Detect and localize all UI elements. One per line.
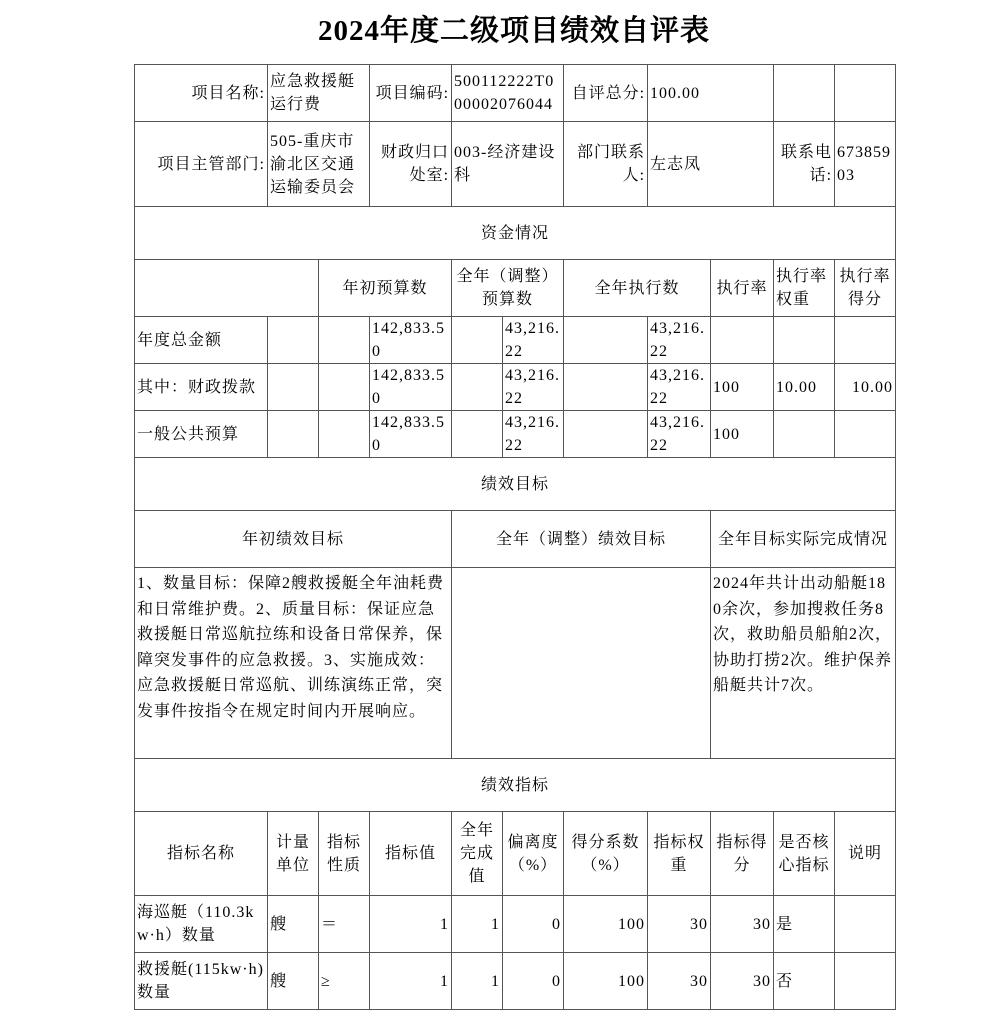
goals-section-row	[135, 458, 896, 511]
ind-target: 1	[370, 896, 452, 953]
funds-score: 10.00	[835, 364, 896, 411]
funds-row-label: 一般公共预算	[135, 411, 268, 458]
ind-deviation: 0	[503, 896, 564, 953]
funds-header-blank	[135, 260, 319, 317]
funds-executed: 43,216.22	[648, 364, 711, 411]
empty-cell	[774, 65, 835, 122]
funds-row-label: 年度总金额	[135, 317, 268, 364]
funds-header-row	[135, 260, 896, 317]
funds-score	[835, 317, 896, 364]
funds-initial: 142,833.50	[370, 411, 452, 458]
goals-adjusted-text	[452, 568, 711, 759]
info-row-2	[135, 122, 896, 207]
ind-core: 否	[774, 953, 835, 1010]
funds-adjusted: 43,216.22	[503, 364, 564, 411]
indicators-section-row	[135, 759, 896, 812]
project-code-value: 500112222T000002076044	[452, 65, 564, 122]
finance-label: 财政归口处室:	[370, 122, 452, 207]
funds-adjusted: 43,216.22	[503, 411, 564, 458]
empty-cell	[268, 411, 319, 458]
ind-name: 救援艇(115kw·h)数量	[135, 953, 268, 1010]
ind-header-nature: 指标性质	[319, 812, 370, 896]
ind-note	[835, 896, 896, 953]
ind-core: 是	[774, 896, 835, 953]
funds-initial: 142,833.50	[370, 317, 452, 364]
funds-header-initial: 年初预算数	[319, 260, 452, 317]
phone-value: 67385903	[835, 122, 896, 207]
funds-rate	[711, 317, 774, 364]
ind-weight: 30	[648, 953, 711, 1010]
goals-actual-text: 2024年共计出动船艇180余次，参加搜救任务8次，救助船员船舶2次，协助打捞2次。维护保养船艇共计7次。	[711, 568, 896, 759]
empty-cell	[564, 317, 648, 364]
ind-coef: 100	[564, 953, 648, 1010]
ind-unit: 艘	[268, 896, 319, 953]
dept-value: 505-重庆市渝北区交通运输委员会	[268, 122, 370, 207]
page-title: 2024年度二级项目绩效自评表	[317, 15, 710, 47]
ind-header-weight: 指标权重	[648, 812, 711, 896]
ind-score: 30	[711, 953, 774, 1010]
funds-rate: 100	[711, 411, 774, 458]
goals-header-adjusted: 全年（调整）绩效目标	[452, 511, 711, 568]
project-name-label: 项目名称:	[135, 65, 268, 122]
funds-header-executed: 全年执行数	[564, 260, 711, 317]
funds-header-adjusted: 全年（调整）预算数	[452, 260, 564, 317]
empty-cell	[564, 364, 648, 411]
goals-content-row	[135, 568, 896, 759]
ind-header-coef: 得分系数（%）	[564, 812, 648, 896]
ind-header-note: 说明	[835, 812, 896, 896]
funds-section-row	[135, 207, 896, 260]
funds-weight	[774, 317, 835, 364]
self-score-label: 自评总分:	[564, 65, 648, 122]
empty-cell	[835, 65, 896, 122]
ind-nature: ＝	[319, 896, 370, 953]
funds-section-title: 资金情况	[135, 207, 896, 260]
funds-row	[135, 364, 896, 411]
empty-cell	[319, 364, 370, 411]
contact-value: 左志凤	[648, 122, 774, 207]
dept-label: 项目主管部门:	[135, 122, 268, 207]
funds-adjusted: 43,216.22	[503, 317, 564, 364]
ind-header-unit: 计量单位	[268, 812, 319, 896]
funds-header-weight: 执行率权重	[774, 260, 835, 317]
goals-section-title: 绩效目标	[135, 458, 896, 511]
empty-cell	[319, 317, 370, 364]
ind-header-score: 指标得分	[711, 812, 774, 896]
indicator-row	[135, 953, 896, 1010]
empty-cell	[452, 411, 503, 458]
funds-row	[135, 411, 896, 458]
empty-cell	[452, 317, 503, 364]
ind-deviation: 0	[503, 953, 564, 1010]
funds-header-score: 执行率得分	[835, 260, 896, 317]
empty-cell	[268, 364, 319, 411]
ind-unit: 艘	[268, 953, 319, 1010]
goals-initial-text: 1、数量目标：保障2艘救援艇全年油耗费和日常维护费。2、质量目标：保证应急救援艇日常巡航拉练和设备日常保养，保障突发事件的应急救援。3、实施成效：应急救援艇日常巡航、训练演练正常，突发事件按指令在规定时间内开展响应。	[135, 568, 452, 759]
empty-cell	[319, 411, 370, 458]
indicators-header-row	[135, 812, 896, 896]
empty-cell	[452, 364, 503, 411]
contact-label: 部门联系人:	[564, 122, 648, 207]
info-row-1	[135, 65, 896, 122]
ind-header-deviation: 偏离度（%）	[503, 812, 564, 896]
ind-header-actual: 全年完成值	[452, 812, 503, 896]
funds-row-label: 其中：财政拨款	[135, 364, 268, 411]
funds-rate: 100	[711, 364, 774, 411]
project-code-label: 项目编码:	[370, 65, 452, 122]
ind-target: 1	[370, 953, 452, 1010]
ind-name: 海巡艇（110.3kw·h）数量	[135, 896, 268, 953]
ind-actual: 1	[452, 953, 503, 1010]
ind-header-target: 指标值	[370, 812, 452, 896]
finance-value: 003-经济建设科	[452, 122, 564, 207]
phone-label: 联系电话:	[774, 122, 835, 207]
goals-header-initial: 年初绩效目标	[135, 511, 452, 568]
funds-weight	[774, 411, 835, 458]
ind-score: 30	[711, 896, 774, 953]
funds-row	[135, 317, 896, 364]
funds-header-rate: 执行率	[711, 260, 774, 317]
empty-cell	[268, 317, 319, 364]
funds-executed: 43,216.22	[648, 411, 711, 458]
funds-executed: 43,216.22	[648, 317, 711, 364]
empty-cell	[564, 411, 648, 458]
funds-weight: 10.00	[774, 364, 835, 411]
ind-weight: 30	[648, 896, 711, 953]
ind-header-name: 指标名称	[135, 812, 268, 896]
evaluation-table	[134, 64, 896, 1010]
funds-score	[835, 411, 896, 458]
indicators-section-title: 绩效指标	[135, 759, 896, 812]
ind-header-core: 是否核心指标	[774, 812, 835, 896]
indicator-row	[135, 896, 896, 953]
ind-actual: 1	[452, 896, 503, 953]
self-score-value: 100.00	[648, 65, 774, 122]
goals-header-actual: 全年目标实际完成情况	[711, 511, 896, 568]
funds-initial: 142,833.50	[370, 364, 452, 411]
ind-coef: 100	[564, 896, 648, 953]
project-name-value: 应急救援艇运行费	[268, 65, 370, 122]
goals-header-row	[135, 511, 896, 568]
ind-note	[835, 953, 896, 1010]
ind-nature: ≥	[319, 953, 370, 1010]
